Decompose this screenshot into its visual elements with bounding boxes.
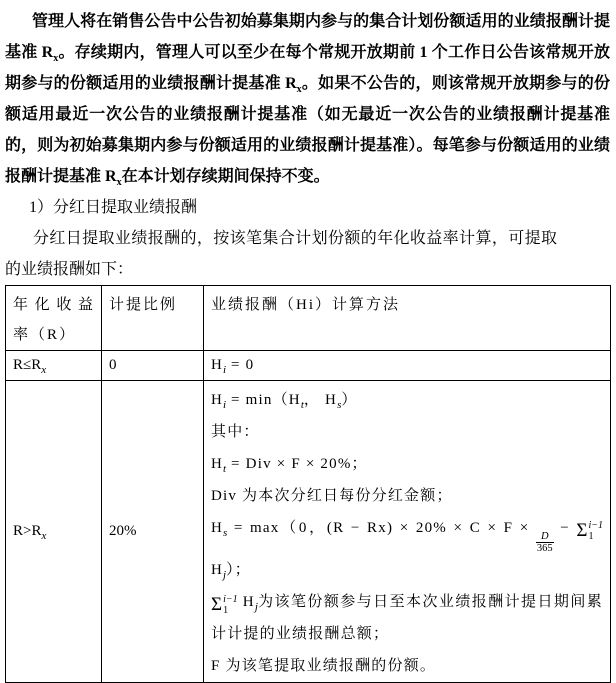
formula-line-sum-definition: Σ i−1 1 $H_j$为该笔份额参与日至本次业绩报酬计提日期间累计计提的业绩报酬总额； — [211, 593, 603, 643]
intro-paragraph: 管理人将在销售公告中公告初始募集期内参与的集合计划份额适用的业绩报酬计提基准 $R_x$。存续期内，管理人可以至少在每个常规开放期前 1 个工作日公告该常规开放期参与的份额适用的业绩报酬计提基准 $R_x$。如果不公告的，则该常规开放期参与的份额适用最近一次公告的业绩报酬计提基准（如无最近一次公告的业绩报酬计提基准的，则为初始募集期内参与份额适用的业绩报酬计提基准）。每笔参与份额适用的业绩报酬计提基准 $R_x$在本计划存续期间保持不变。 — [5, 13, 610, 189]
cell-condition-above: $R>R_x$ — [6, 381, 102, 683]
table-header-row — [6, 286, 611, 351]
formula-line-among: 其中： — [211, 424, 260, 440]
performance-fee-table — [5, 285, 611, 683]
formula-line-div-definition: Div 为本次分红日每份分红金额； — [211, 488, 453, 504]
cell-condition-below: $R\le R_x$ — [6, 351, 102, 381]
header-calc-method: 业绩报酬（Hi）计算方法 — [204, 286, 611, 351]
table-row-below-benchmark — [6, 351, 611, 381]
dividend-paragraph: 分红日提取业绩报酬的，按该笔集合计划份额的年化收益率计算，可提取的业绩报酬如下： — [5, 230, 557, 278]
section-1-heading: 1）分红日提取业绩报酬 — [29, 199, 198, 216]
cell-ratio-above: 20% — [102, 381, 204, 683]
formula-line-ht: $H_t$ = Div × F × 20%； — [211, 456, 368, 475]
formula-line-hs: $H_s = \max(0$，(R − Rx) × 20% × C × F × $\frac{D}{365}$ − Σ i−1 1 $H_j$）； — [211, 519, 603, 582]
cell-method-below — [204, 351, 611, 381]
formula-line-f-definition: F 为该笔提取业绩报酬的份额。 — [211, 658, 437, 675]
cell-method-above — [204, 381, 611, 683]
header-annualized-return: 年化收益率（R） — [6, 286, 102, 351]
table-row-above-benchmark — [6, 381, 611, 683]
cell-ratio-below: 0 — [102, 351, 204, 381]
formula-line-hi-zero: $H_i = 0$ — [211, 357, 255, 376]
formula-line-hi-min: $H_i = \min(H_t$， $H_s$） — [211, 392, 358, 411]
header-accrual-ratio: 计提比例 — [102, 286, 204, 351]
